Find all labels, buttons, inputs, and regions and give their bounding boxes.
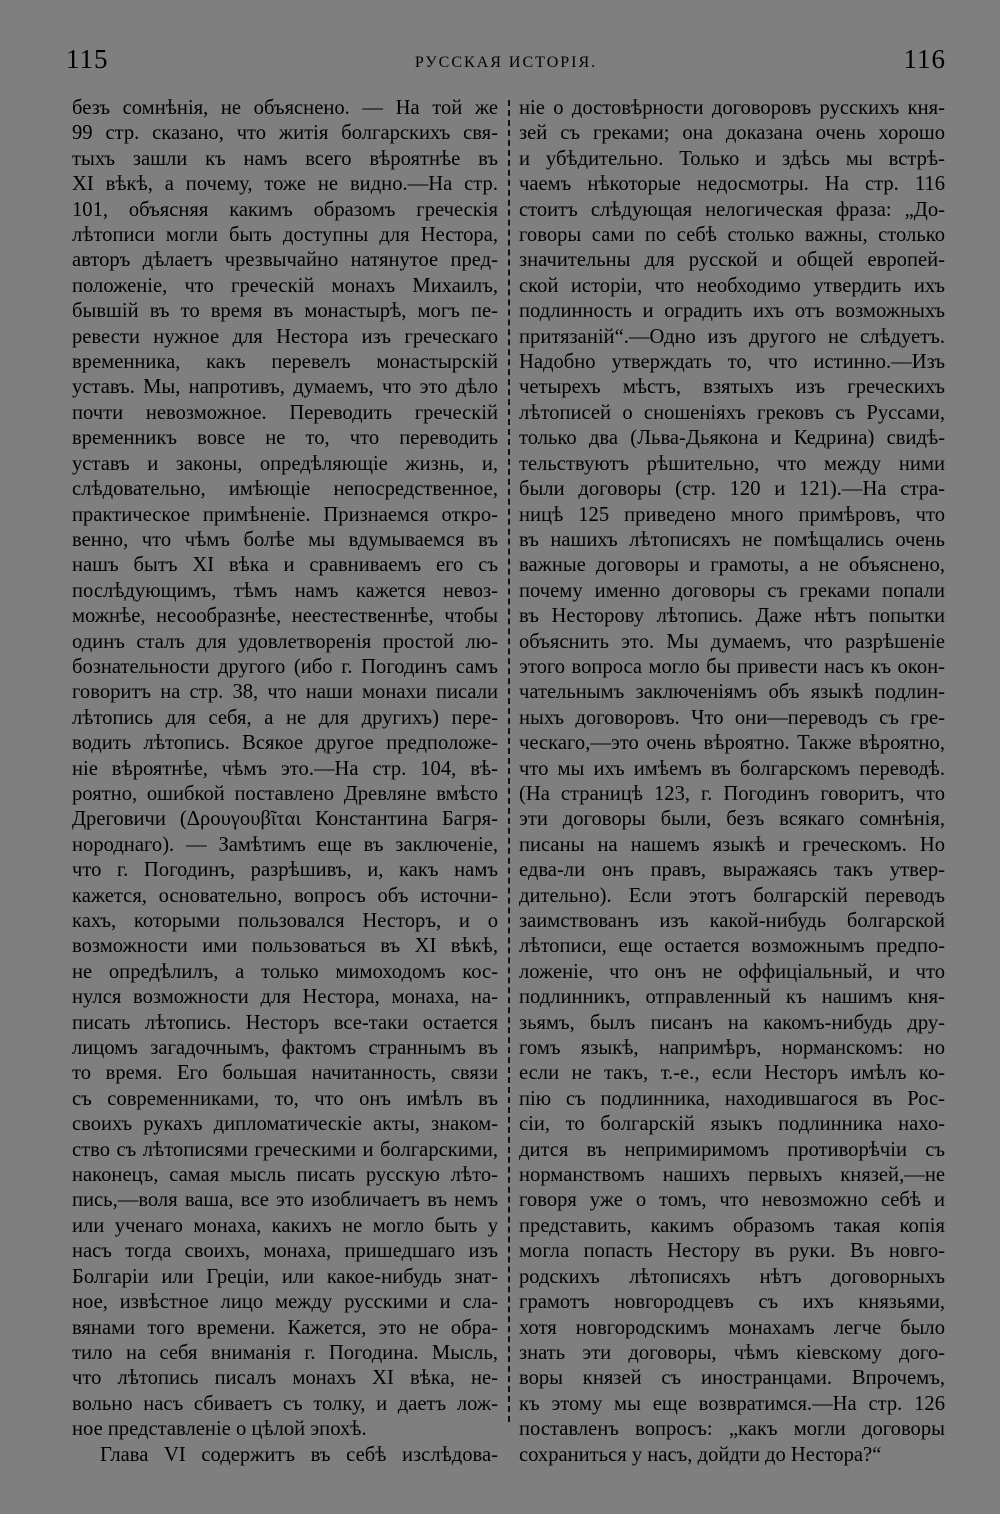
text-line: говоры сами по себѣ столько важны, столько xyxy=(519,224,945,247)
text-line: гомъ языкѣ, напримѣръ, норманскомъ: но xyxy=(519,1037,945,1060)
text-line: ство съ лѣтописями греческими и болгарскими, xyxy=(72,1138,498,1161)
text-line: нороднаго). — Замѣтимъ еще въ заключеніе, xyxy=(72,833,498,856)
text-line: писать лѣтопись. Несторъ все-таки остается xyxy=(72,1011,498,1034)
text-line: говоря уже о томъ, что невозможно себѣ и xyxy=(519,1189,945,1212)
text-line: были договоры (стр. 120 и 121).—На стра- xyxy=(519,478,945,501)
text-line: кажется, основательно, вопросъ объ источни- xyxy=(72,884,498,907)
text-line: родскихъ лѣтописяхъ нѣтъ договорныхъ xyxy=(519,1265,945,1288)
text-line: 99 стр. сказано, что житія болгарскихъ свя- xyxy=(72,122,498,145)
text-line: то время. Его большая начитанность, связи xyxy=(72,1062,498,1085)
text-line: ніе о достовѣрности договоровъ русскихъ кня- xyxy=(519,97,945,119)
text-line: значительны для русской и общей европей- xyxy=(519,249,945,272)
text-line: временникъ вовсе не то, что переводить xyxy=(72,427,498,450)
text-line: заимствованъ изъ какой-нибудь болгарской xyxy=(519,910,945,932)
text-line: зей съ греками; она доказана очень хорошо xyxy=(519,122,945,145)
text-line: роятно, ошибкой поставлено Древляне вмѣсто xyxy=(72,782,498,805)
text-line: съ современниками, то, что онъ имѣлъ въ xyxy=(72,1087,498,1110)
text-line: безъ сомнѣнія, не объяснено. — На той же xyxy=(72,97,498,119)
text-line: стоитъ слѣдующая нелогическая фраза: „До- xyxy=(519,198,945,221)
text-line: ніе вѣроятнѣе, чѣмъ это.—На стр. 104, вѣ- xyxy=(72,757,498,780)
text-line: къ этому мы еще возвратимся.—На стр. 126 xyxy=(519,1392,945,1415)
text-line: ныхъ договоровъ. Что они—переводъ съ гре- xyxy=(519,706,945,729)
right-text-column xyxy=(519,96,945,1468)
text-line: тило на себя вниманія г. Погодина. Мысль, xyxy=(72,1341,498,1364)
text-line: нулся возможности для Нестора, монаха, на- xyxy=(72,986,498,1009)
text-line: почему именно договоры съ греками попали xyxy=(519,579,945,602)
right-page-number: 116 xyxy=(903,44,946,74)
text-line: подлинность и оградить ихъ отъ возможныхъ xyxy=(519,300,945,323)
left-page-number: 115 xyxy=(66,44,109,74)
text-line: знать эти договоры, чѣмъ кіевскому дого- xyxy=(519,1341,945,1364)
text-line: объяснить это. Мы думаемъ, что разрѣшеніе xyxy=(519,630,945,653)
text-line: норманствомъ нашихъ первыхъ князей,—не xyxy=(519,1164,945,1187)
text-line: этого вопроса могло бы привести насъ къ окон- xyxy=(519,655,945,678)
text-line: грамотъ новгородцевъ съ ихъ князьями, xyxy=(519,1291,945,1314)
text-line: тельствуютъ рѣшительно, что между ними xyxy=(519,452,945,475)
text-line: лѣтописей о сношеніяхъ грековъ съ Руссами, xyxy=(519,401,945,424)
text-line: что мы ихъ имѣемъ въ болгарскомъ переводѣ. xyxy=(519,757,945,780)
text-line: воры князей съ иностранцами. Впрочемъ, xyxy=(519,1367,945,1390)
text-line: кахъ, которыми пользовался Несторъ, и о xyxy=(72,910,498,932)
text-line: возможности ими пользоваться въ XI вѣкѣ, xyxy=(72,935,498,958)
text-line: писаны на нашемъ языкѣ и греческомъ. Но xyxy=(519,833,945,856)
text-line: почти невозможное. Переводить греческій xyxy=(72,401,498,424)
text-line: Глава VI содержитъ въ себѣ изслѣдова- xyxy=(100,1443,498,1466)
text-line: 101, объясняя какимъ образомъ греческія xyxy=(72,198,498,221)
text-line: ческаго,—это очень вѣроятно. Также вѣроятно, xyxy=(519,732,945,755)
text-line: ницѣ 125 приведено много примѣровъ, что xyxy=(519,503,945,526)
text-line: тыхъ зашли къ намъ всего вѣроятнѣе въ xyxy=(72,147,498,170)
text-line: пію съ подлинника, находившагося въ Рос- xyxy=(519,1087,945,1110)
text-line: представить, какимъ образомъ такая копія xyxy=(519,1214,945,1237)
text-line: чательнымъ заключеніямъ объ языкѣ подлин- xyxy=(519,681,945,704)
text-line: не опредѣлилъ, а только мимоходомъ кос- xyxy=(72,960,498,983)
text-line: чаемъ нѣкоторые недосмотры. На стр. 116 xyxy=(519,173,945,196)
text-line: лѣтопись для себя, а не для другихъ) пере- xyxy=(72,706,498,729)
text-line: послѣдующимъ, тѣмъ намъ кажется невоз- xyxy=(72,579,498,602)
text-line: лѣтописи могли быть доступны для Нестора, xyxy=(72,224,498,247)
text-line: авторъ дѣлаетъ чрезвычайно натянутое пред- xyxy=(72,249,498,272)
text-line: Болгаріи или Греціи, или какое-нибудь знат- xyxy=(72,1265,498,1288)
text-line: временника, какъ перевелъ монастырскій xyxy=(72,351,498,374)
text-line: что г. Погодинъ, разрѣшивъ, и, какъ намъ xyxy=(72,859,498,882)
text-line: ложеніе, что онъ не оффиціальный, и что xyxy=(519,960,945,983)
text-line: зьямъ, былъ писанъ на какомъ-нибудь дру- xyxy=(519,1011,945,1034)
text-line: своихъ рукахъ дипломатическіе акты, знаком- xyxy=(72,1113,498,1136)
text-line: лѣтописи, еще остается возможнымъ предпо- xyxy=(519,935,945,958)
text-line: водить лѣтопись. Всякое другое предположе- xyxy=(72,732,498,755)
text-line: дительно). Если этотъ болгарскій переводъ xyxy=(519,884,945,907)
running-title: РУССКАЯ ИСТОРІЯ. xyxy=(414,54,598,71)
text-line: вольно насъ сбиваетъ съ толку, и даетъ лож- xyxy=(72,1392,498,1415)
text-line: важные договоры и грамоты, а не объяснено, xyxy=(519,554,945,577)
text-line: сіи, то болгарскій языкъ подлинника нахо- xyxy=(519,1113,945,1136)
text-line: Надобно утверждать то, что истинно.—Изъ xyxy=(519,351,945,374)
text-line: вянами того времени. Кажется, это не обра- xyxy=(72,1316,498,1339)
text-line: ской исторіи, что необходимо утвердить ихъ xyxy=(519,274,945,297)
text-line: пись,—воля ваша, все это изобличаетъ въ немъ xyxy=(72,1189,498,1212)
text-line: можнѣе, несообразнѣе, неестественнѣе, чтобы xyxy=(72,605,498,628)
text-line: уставъ и законы, опредѣляющіе жизнь, и, xyxy=(72,452,498,475)
text-line: хотя новгородскимъ монахамъ легче было xyxy=(519,1316,945,1339)
text-line: въ Несторову лѣтопись. Даже нѣтъ попытки xyxy=(519,605,945,628)
text-line: венно, что чѣмъ болѣе мы вдумываемся въ xyxy=(72,528,498,551)
text-line: или ученаго монаха, какихъ не могло быть у xyxy=(72,1214,498,1237)
text-line: бознательности другого (ибо г. Погодинъ самъ xyxy=(72,655,498,678)
text-line: бывшій въ то время въ монастырѣ, могъ пе- xyxy=(72,300,498,323)
text-line: эти договоры были, безъ всякаго сомнѣнія, xyxy=(519,808,945,831)
text-line: только два (Льва-Дьякона и Кедрина) свидѣ- xyxy=(519,427,945,450)
running-header xyxy=(66,44,946,78)
text-line: ное, извѣстное лицо между русскими и сла- xyxy=(72,1291,498,1314)
text-line: подлинникъ, отправленный къ нашимъ кня- xyxy=(519,986,945,1009)
text-line: лицомъ загадочнымъ, фактомъ страннымъ въ xyxy=(72,1037,498,1060)
text-line: что лѣтопись писалъ монахъ XI вѣка, не- xyxy=(72,1367,498,1390)
text-line: практическое примѣненіе. Признаемся откро- xyxy=(72,503,498,526)
left-text-column xyxy=(72,96,498,1468)
text-line: дится въ непримиримомъ противорѣчіи съ xyxy=(519,1138,945,1161)
text-line: говоритъ на стр. 38, что наши монахи писали xyxy=(72,681,498,704)
text-line: и убѣдительно. Только и здѣсь мы встрѣ- xyxy=(519,147,945,170)
text-line: въ нашихъ лѣтописяхъ не помѣщались очень xyxy=(519,528,945,551)
text-line: притязаній“.—Одно изъ другого не слѣдуетъ. xyxy=(519,325,945,348)
text-line: ревести нужное для Нестора изъ греческаго xyxy=(72,325,498,348)
text-line: могла попасть Нестору въ руки. Въ новго- xyxy=(519,1240,945,1263)
text-line: едва-ли онъ правъ, выражаясь такъ утвер- xyxy=(519,859,945,882)
text-line: наконецъ, самая мысль писать русскую лѣто- xyxy=(72,1164,498,1187)
text-line: XI вѣкѣ, а почему, тоже не видно.—На стр. xyxy=(72,173,498,196)
text-line: поставленъ вопросъ: „какъ могли договоры xyxy=(519,1418,945,1441)
text-line: сохраниться у насъ, дойдти до Нестора?“ xyxy=(519,1443,882,1466)
text-line: насъ тогда своихъ, монаха, пришедшаго изъ xyxy=(72,1240,498,1263)
text-line: если не такъ, т.-е., если Несторъ имѣлъ ко- xyxy=(519,1062,945,1085)
text-line: слѣдовательно, имѣющіе непосредственное, xyxy=(72,478,498,501)
text-line: уставъ. Мы, напротивъ, думаемъ, что это дѣло xyxy=(72,376,498,399)
text-line: ное представленіе о цѣлой эпохѣ. xyxy=(72,1418,367,1441)
text-line: Дреговичи (Δρουγουβῖται Константина Багря- xyxy=(72,808,498,831)
text-line: четырехъ мѣстъ, взятыхъ изъ греческихъ xyxy=(519,376,945,399)
text-line: одинъ сталъ для удовлетворенія простой лю- xyxy=(72,630,498,653)
text-line: (На страницѣ 123, г. Погодинъ говоритъ, что xyxy=(519,782,945,805)
text-line: нашъ бытъ XI вѣка и сравниваемъ его съ xyxy=(72,554,498,577)
text-line: положеніе, что греческій монахъ Михаилъ, xyxy=(72,274,498,297)
column-divider xyxy=(508,100,510,1422)
